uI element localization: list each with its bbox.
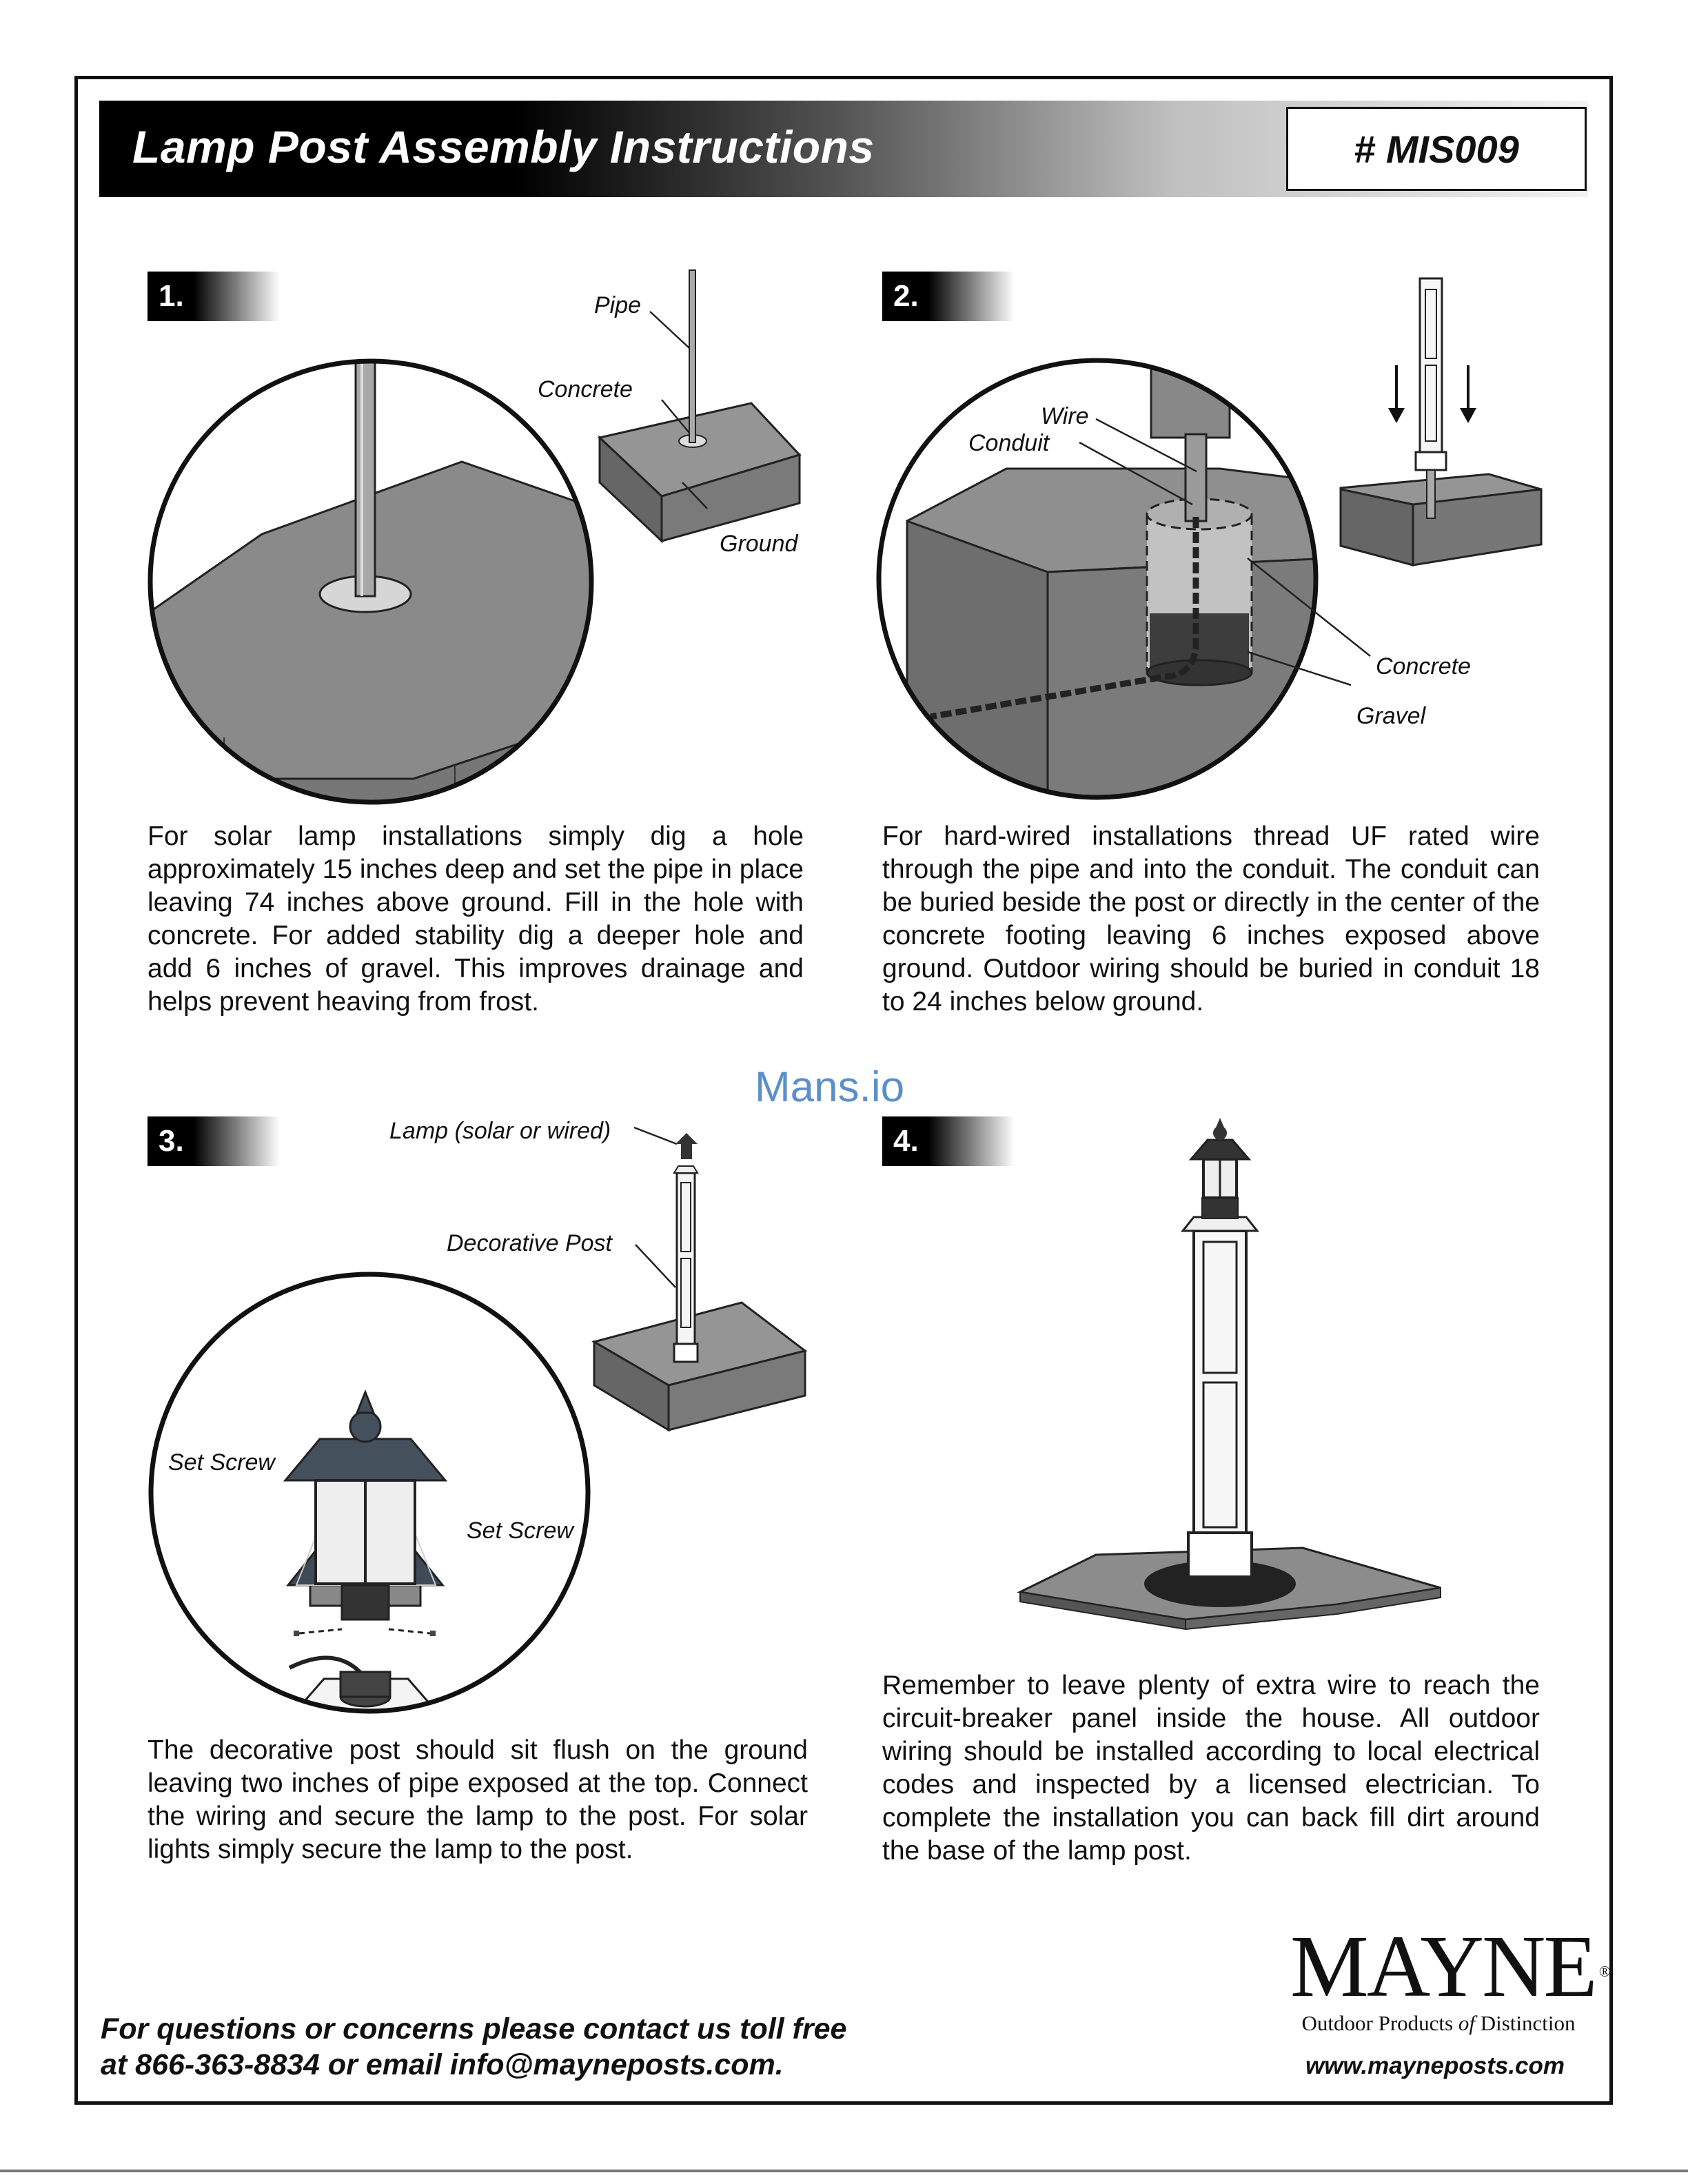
contact-info — [101, 2011, 846, 2083]
step-2-conduit-label: Conduit — [968, 430, 1050, 456]
step-3-set-screw-right-label: Set Screw — [467, 1518, 573, 1544]
doc-code-box — [1286, 107, 1587, 191]
step-2-concrete-label: Concrete — [1376, 653, 1471, 680]
step-2-wire-label: Wire — [1041, 403, 1089, 429]
step-4-number: 4. — [893, 1124, 919, 1158]
step-3-post-label: Decorative Post — [447, 1230, 612, 1256]
step-2-gravel-label: Gravel — [1356, 703, 1426, 729]
step-1-number: 1. — [159, 279, 184, 313]
watermark: Mans.io — [755, 1063, 905, 1111]
step-1-text: For solar lamp installations simply dig a hole approximately 15 inches deep and set the pipe in place leaving 74 inches above ground. Fill in the hole with concrete. For added stability dig a deeper hole and add 6 inches of gravel. This improves drainage and helps prevent heaving from frost. — [148, 821, 804, 1017]
brand-tagline: Outdoor Products of Distinction — [1301, 2011, 1576, 2035]
step-3-text: The decorative post should sit flush on the ground leaving two inches of pipe exposed at the top. Connect the wiring and secure the lamp to the post. For solar lights simply secure the lamp to the post. — [148, 1735, 808, 1864]
step-3-set-screw-left-label: Set Screw — [168, 1449, 275, 1476]
step-2-text: For hard-wired installations thread UF rated wire through the pipe and into the conduit. The conduit can be buried beside the post or directly in the center of the concrete footing leaving 6 inches exposed above ground. Outdoor wiring should be buried in conduit 18 to 24 inches below ground. — [882, 821, 1540, 1017]
step-2-number: 2. — [893, 279, 919, 313]
step-2-illustration — [875, 262, 1551, 813]
page-bottom-rule — [0, 2170, 1688, 2172]
step-1-concrete-label: Concrete — [538, 376, 633, 402]
step-3-number: 3. — [159, 1124, 184, 1158]
step-3-illustration — [138, 1103, 827, 1723]
contact-line-1: For questions or concerns please contact us toll free — [101, 2012, 847, 2045]
step-1-ground-label: Ground — [720, 531, 798, 557]
page-title: Lamp Post Assembly Instructions — [132, 121, 875, 172]
registered-mark: ® — [1598, 1963, 1611, 1980]
website-link[interactable]: www.mayneposts.com — [1305, 2052, 1565, 2079]
step-4-illustration — [1013, 1116, 1454, 1640]
step-4-badge — [882, 1116, 1015, 1166]
doc-code: # MIS009 — [1354, 127, 1519, 171]
brand-logo — [1290, 1917, 1611, 2036]
step-3-lamp-label: Lamp (solar or wired) — [389, 1118, 611, 1144]
step-4-text: Remember to leave plenty of extra wire to reach the circuit-breaker panel inside the house. All outdoor wiring should be installed according to local electrical codes and inspected by a licensed electrician. To complete the installation you can back fill dirt around the base of the lamp post. — [882, 1671, 1540, 1866]
brand-name: MAYNE ® — [1290, 1917, 1611, 2015]
step-1-pipe-label: Pipe — [594, 292, 642, 318]
contact-line-2: at 866-363-8834 or email info@mayneposts.com. — [101, 2048, 784, 2081]
